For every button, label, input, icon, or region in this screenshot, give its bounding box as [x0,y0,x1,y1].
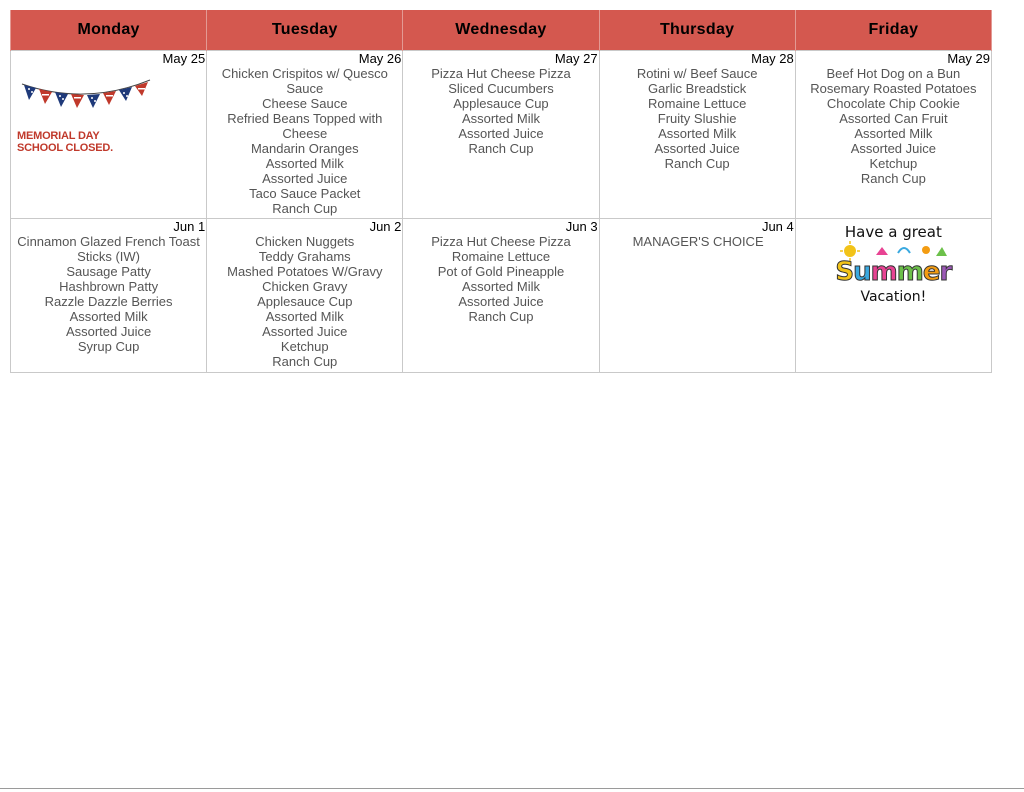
summer-vacation-image [828,223,958,313]
menu-item: Assorted Milk [658,126,737,141]
menu-item: Cinnamon Glazed French Toast [17,234,200,249]
week-row [11,51,992,219]
menu-item: Assorted Juice [65,324,152,339]
header-friday: Friday [795,10,991,51]
flag-bunting-icon [20,76,152,116]
menu-item: Sliced Cucumbers [448,81,554,96]
day-cell-jun-4 [599,219,795,373]
menu-item: Sausage Patty [66,264,151,279]
menu-item: Assorted Juice [458,294,544,309]
menu-item: Rosemary Roasted Potatoes [810,81,977,96]
day-cell-may-25 [11,51,207,219]
menu-item: Assorted Juice [850,141,936,156]
menu-item: Ranch Cup [272,201,338,216]
menu-item: Chicken Gravy [262,279,348,294]
menu-item: Assorted Juice [654,141,740,156]
menu-item: Romaine Lettuce [451,249,551,264]
menu-item: Beef Hot Dog on a Bun [826,66,961,81]
menu-items [601,234,794,249]
menu-item: MANAGER'S CHOICE [632,234,764,249]
weekday-header-row [11,10,992,51]
menu-item: Assorted Juice [262,324,348,339]
menu-items [12,234,205,354]
menu-item: Teddy Grahams [258,249,351,264]
day-date: Jun 1 [173,219,206,234]
day-date: Jun 4 [761,219,794,234]
menu-item: Ketchup [280,339,329,354]
memorial-day-text: MEMORIAL DAY SCHOOL CLOSED. [17,130,114,154]
menu-items [404,66,597,156]
day-date: Jun 2 [369,219,402,234]
menu-item: Garlic Breadstick [648,81,747,96]
day-date: Jun 3 [565,219,598,234]
week-row [11,219,992,373]
menu-item: Ketchup [869,156,918,171]
menu-item: Sticks (IW) [77,249,140,264]
menu-item: Pizza Hut Cheese Pizza [431,234,571,249]
menu-item: Hashbrown Patty [59,279,159,294]
menu-item: Cheese [282,126,328,141]
menu-item: Rotini w/ Beef Sauce [636,66,758,81]
day-date: May 26 [358,51,402,66]
menu-item: Taco Sauce Packet [249,186,361,201]
menu-item: Chicken Nuggets [255,234,355,249]
header-thursday: Thursday [599,10,795,51]
menu-item: Chocolate Chip Cookie [826,96,960,111]
menu-item: Assorted Can Fruit [839,111,948,126]
header-wednesday: Wednesday [403,10,599,51]
menu-item: Assorted Milk [461,111,540,126]
menu-item: Applesauce Cup [453,96,549,111]
summer-greeting-bottom: Vacation! [860,289,927,305]
day-date: May 25 [162,51,206,66]
menu-item: Pizza Hut Cheese Pizza [431,66,571,81]
header-tuesday: Tuesday [207,10,403,51]
menu-items [404,234,597,324]
day-cell-may-28 [599,51,795,219]
memorial-day-image [12,76,205,176]
day-cell-jun-2 [207,219,403,373]
menu-item: Sauce [286,81,324,96]
page-bottom-divider [0,788,1024,789]
menu-item: Fruity Slushie [657,111,737,126]
menu-calendar [10,10,992,373]
menu-item: Assorted Milk [461,279,540,294]
day-cell-may-29 [795,51,991,219]
menu-item: Pot of Gold Pineapple [437,264,565,279]
menu-items [208,234,401,369]
menu-item: Razzle Dazzle Berries [44,294,173,309]
summer-word: Summer [835,257,952,287]
menu-item: Applesauce Cup [257,294,353,309]
menu-items [208,66,401,216]
menu-item: Assorted Juice [458,126,544,141]
menu-item: Assorted Milk [265,309,344,324]
summer-greeting-top: Have a great [844,223,942,241]
menu-item: Cheese Sauce [262,96,348,111]
day-date: May 29 [947,51,990,66]
menu-item: Assorted Milk [69,309,148,324]
menu-item: Assorted Milk [265,156,344,171]
menu-item: Assorted Milk [854,126,933,141]
menu-item: Chicken Crispitos w/ Quesco [221,66,388,81]
day-cell-jun-5 [795,219,991,373]
menu-item: Ranch Cup [664,156,730,171]
day-date: May 27 [554,51,598,66]
day-cell-may-27 [403,51,599,219]
menu-item: Ranch Cup [468,309,534,324]
day-cell-jun-3 [403,219,599,373]
day-cell-jun-1 [11,219,207,373]
menu-item: Syrup Cup [77,339,140,354]
menu-item: Mashed Potatoes W/Gravy [227,264,383,279]
menu-item: Romaine Lettuce [648,96,747,111]
menu-item: Mandarin Oranges [250,141,359,156]
day-date: May 28 [751,51,794,66]
menu-items [797,66,990,186]
menu-item: Ranch Cup [860,171,926,186]
header-monday: Monday [11,10,207,51]
menu-item: Assorted Juice [262,171,348,186]
menu-item: Ranch Cup [272,354,338,369]
day-cell-may-26 [207,51,403,219]
menu-item: Ranch Cup [468,141,534,156]
menu-items [601,66,794,171]
menu-item: Refried Beans Topped with [227,111,383,126]
